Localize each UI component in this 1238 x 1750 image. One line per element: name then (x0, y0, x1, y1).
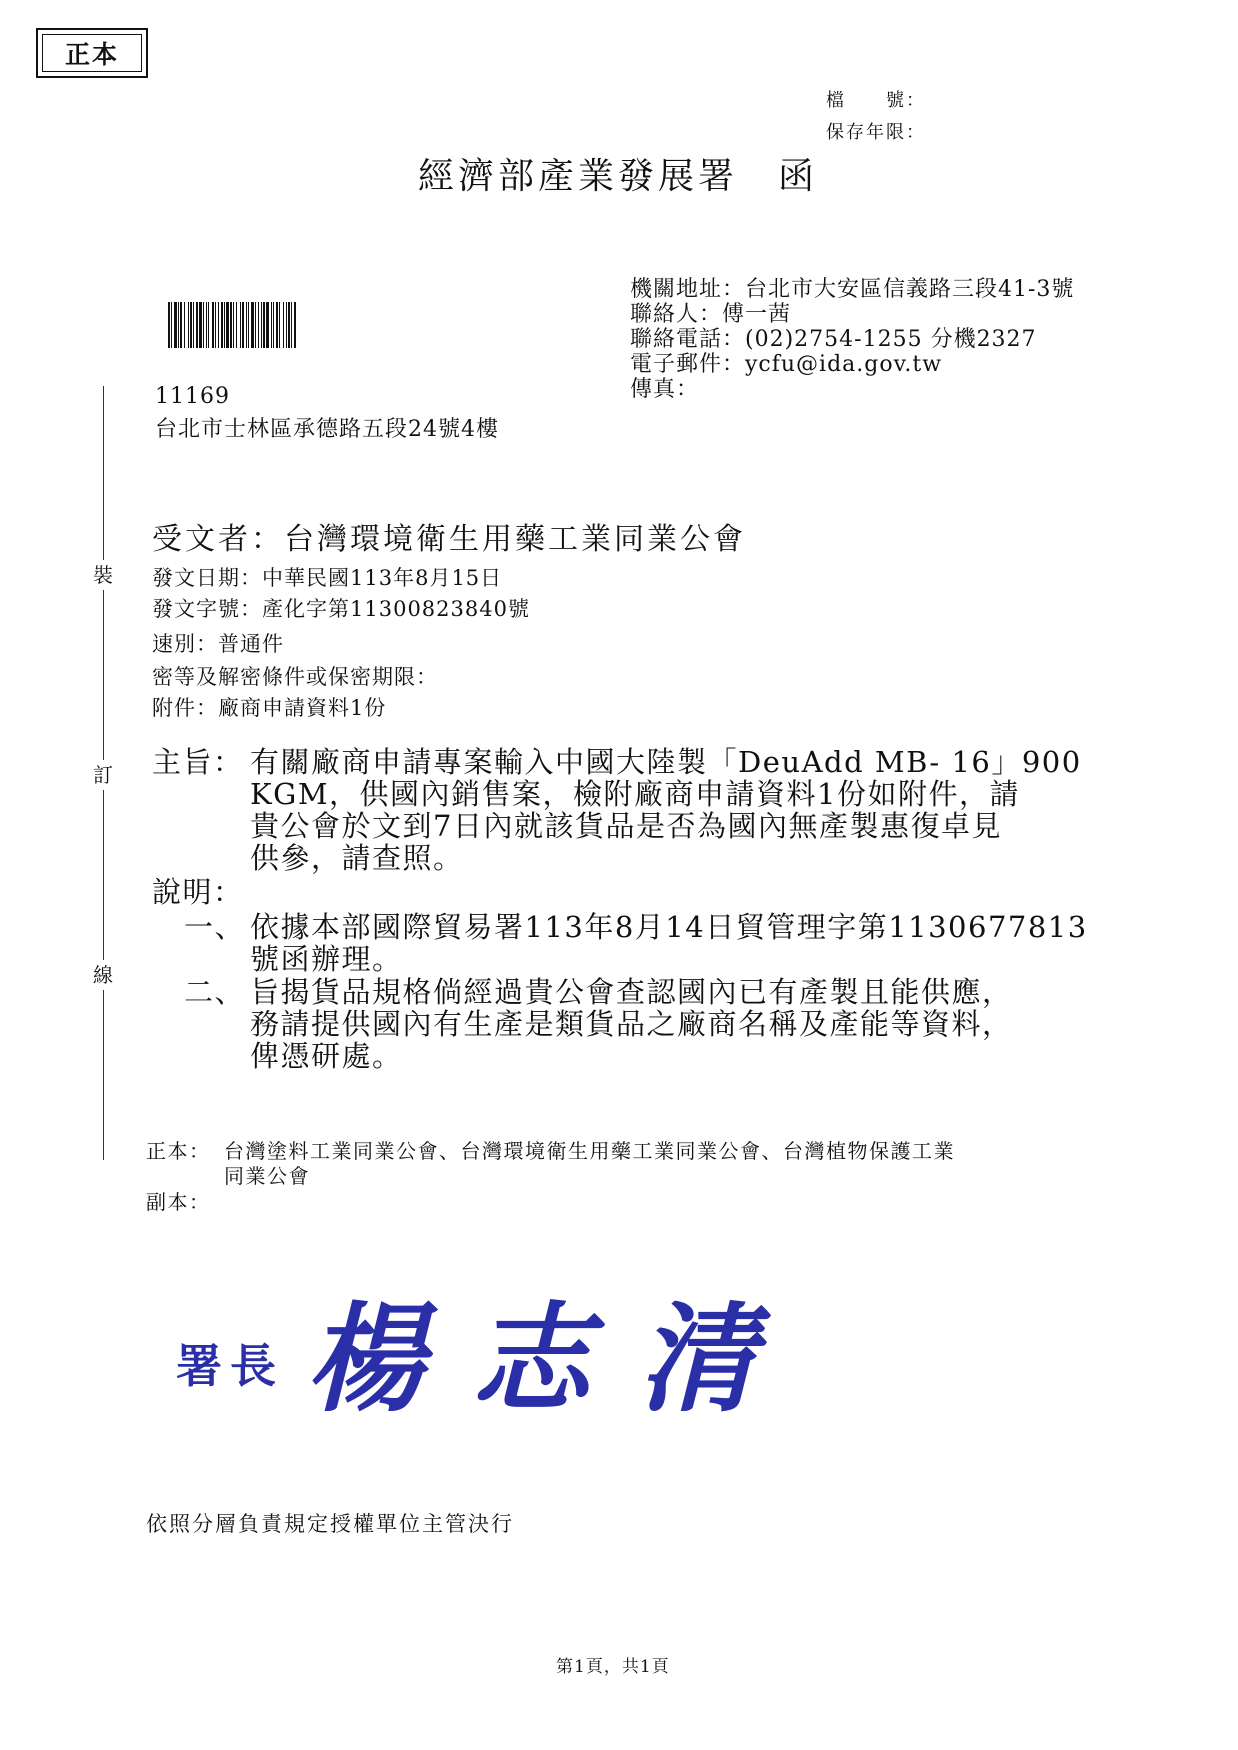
original-copy-stamp (36, 28, 148, 78)
stapling-mark: 訂 (91, 760, 115, 790)
subject-line: KGM，供國內銷售案，檢附廠商申請資料1份如附件，請 (250, 777, 1020, 811)
classification-terms: 密等及解密條件或保密期限： (152, 665, 438, 689)
recipient: 受文者：台灣環境衛生用藥工業同業公會 (152, 522, 746, 557)
agency-address: 機關地址：台北市大安區信義路三段41-3號 (630, 277, 1075, 302)
document-number: 發文字號：產化字第11300823840號 (152, 597, 530, 621)
subject-line: 供參，請查照。 (250, 841, 464, 875)
attachment: 附件：廠商申請資料1份 (152, 696, 387, 720)
explanation-item-line: 號函辦理。 (250, 942, 403, 976)
subject-label: 主旨： (152, 745, 244, 779)
original-recipients-label: 正本： (146, 1139, 211, 1163)
issue-date: 發文日期：中華民國113年8月15日 (152, 566, 503, 590)
signature-name: 楊志清 (306, 1290, 805, 1428)
subject-line: 有關廠商申請專案輸入中國大陸製「DeuAdd MB- 16」900 (250, 745, 1082, 779)
contact-person: 聯絡人：傅一茜 (630, 302, 792, 327)
director-signature-stamp (176, 1264, 804, 1434)
explanation-item-number: 一、 (184, 910, 246, 944)
barcode-icon (168, 302, 434, 348)
original-recipients-line: 台灣塗料工業同業公會、台灣環境衛生用藥工業同業公會、台灣植物保護工業 (224, 1139, 955, 1163)
recipient-street-address: 台北市士林區承德路五段24號4樓 (155, 417, 499, 442)
binding-mark: 裝 (91, 560, 115, 590)
explanation-item-line: 俾憑研處。 (250, 1039, 403, 1073)
explanation-label: 說明： (152, 875, 244, 909)
document-title: 經濟部產業發展署 函 (418, 156, 819, 197)
line-mark: 線 (91, 960, 115, 990)
copy-recipients-label: 副本： (146, 1190, 211, 1214)
postal-code: 11169 (155, 384, 230, 409)
original-recipients-line: 同業公會 (224, 1164, 310, 1188)
explanation-item-line: 依據本部國際貿易署113年8月14日貿管理字第1130677813 (250, 910, 1088, 944)
contact-phone: 聯絡電話：(02)2754-1255 分機2327 (630, 327, 1037, 352)
delivery-speed: 速別：普通件 (152, 632, 284, 656)
contact-fax: 傳真： (630, 377, 700, 402)
file-number-label: 檔 號： (826, 90, 926, 111)
authorization-note: 依照分層負責規定授權單位主管決行 (146, 1512, 514, 1536)
signature-title: 署長 (176, 1339, 284, 1393)
contact-email: 電子郵件：ycfu@ida.gov.tw (630, 352, 943, 377)
subject-line: 貴公會於文到7日內就該貨品是否為國內無產製惠復卓見 (250, 809, 1002, 843)
explanation-item-line: 旨揭貨品規格倘經過貴公會查認國內已有產製且能供應， (250, 975, 1013, 1009)
explanation-item-line: 務請提供國內有生產是類貨品之廠商名稱及產能等資料， (250, 1007, 1013, 1041)
explanation-item-number: 二、 (184, 975, 246, 1009)
retention-period-label: 保存年限： (826, 122, 926, 143)
original-copy-label: 正本 (42, 34, 142, 72)
page-number: 第1頁，共1頁 (556, 1657, 670, 1677)
